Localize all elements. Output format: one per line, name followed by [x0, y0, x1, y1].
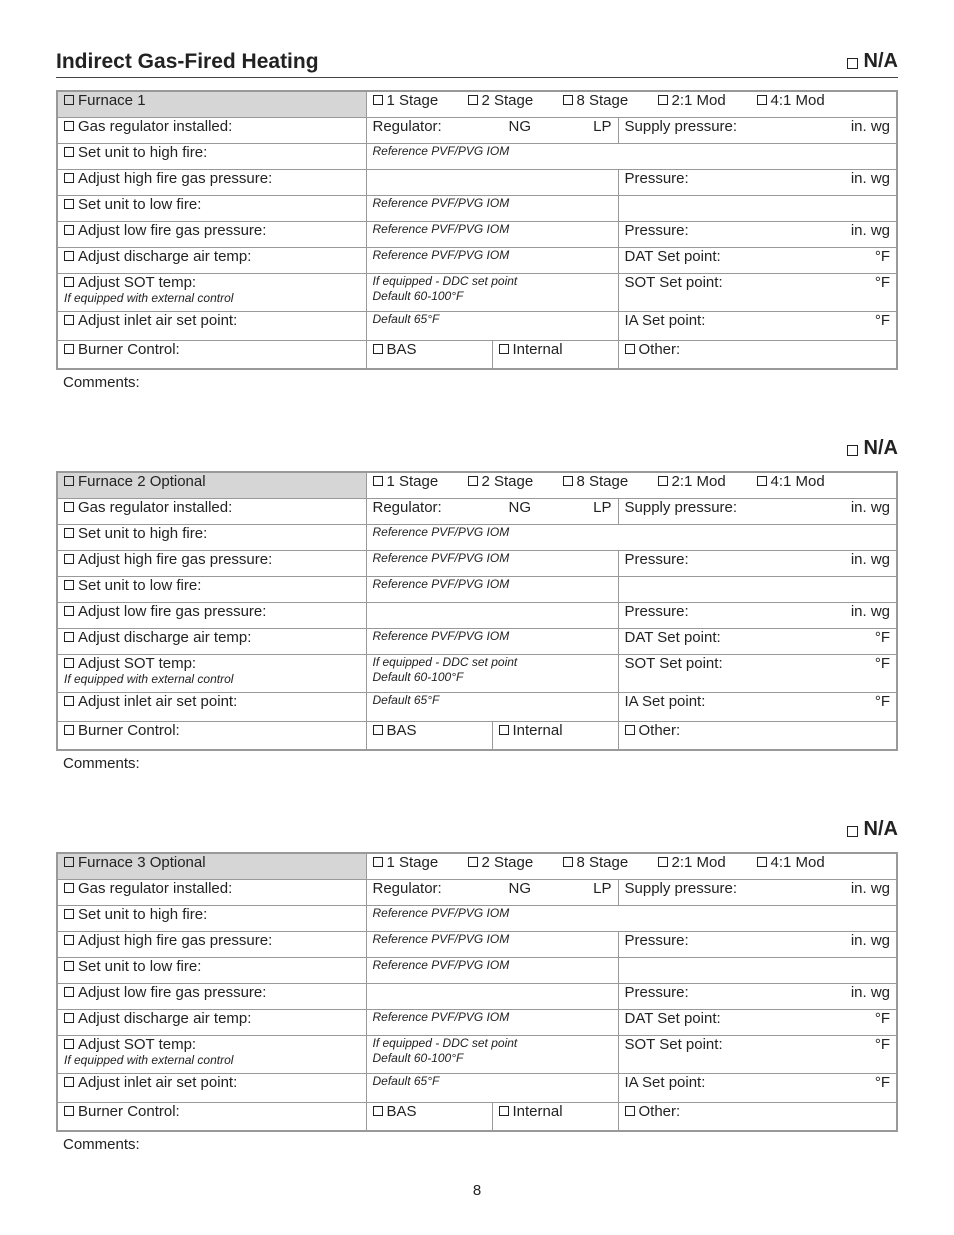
checkbox-icon[interactable]	[373, 476, 383, 486]
checkbox-icon[interactable]	[625, 725, 635, 735]
page-title: Indirect Gas-Fired Heating	[56, 50, 319, 73]
bas-label: BAS	[386, 721, 417, 739]
furnace-name: Furnace 1	[78, 92, 146, 109]
stage-option[interactable]	[563, 473, 658, 490]
furnace-section-2	[56, 471, 898, 772]
page-number: 8	[472, 1182, 482, 1199]
checkbox-icon[interactable]	[64, 251, 74, 261]
reference-note: Reference PVF/PVG IOM	[372, 550, 510, 565]
lp-label[interactable]: LP	[593, 498, 612, 516]
reference-note: Reference PVF/PVG IOM	[372, 221, 510, 236]
reference-note: Reference PVF/PVG IOM	[372, 1009, 510, 1024]
comments-label[interactable]: Comments:	[63, 374, 140, 391]
value-label: IA Set point:	[624, 1073, 706, 1091]
value-label: Pressure:	[624, 221, 689, 239]
row-label: Set unit to low fire:	[78, 195, 202, 213]
unit-label: in. wg	[850, 169, 890, 187]
value-label: Pressure:	[624, 602, 689, 620]
value-label: Supply pressure:	[624, 498, 738, 516]
row-label: Adjust discharge air temp:	[78, 628, 252, 646]
checkbox-icon[interactable]	[64, 1013, 74, 1023]
unit-label: in. wg	[850, 221, 890, 239]
default-range-note: Default 60-100°F	[372, 288, 464, 303]
row-label: Set unit to high fire:	[78, 143, 208, 161]
checkbox-icon[interactable]	[563, 95, 573, 105]
value-label: DAT Set point:	[624, 1009, 721, 1027]
table-row	[57, 957, 897, 983]
lp-label[interactable]: LP	[593, 879, 612, 897]
reference-note: Reference PVF/PVG IOM	[372, 905, 510, 920]
table-row	[57, 983, 897, 1009]
stage-option[interactable]	[468, 854, 563, 871]
furnace-name-cell[interactable]	[57, 472, 366, 498]
checkbox-icon[interactable]	[658, 857, 668, 867]
furnace-name-cell[interactable]	[57, 853, 366, 879]
default-range-note: Default 60-100°F	[372, 1050, 464, 1065]
regulator-label: Regulator:	[372, 117, 442, 135]
table-row	[57, 1102, 897, 1131]
table-row	[57, 602, 897, 628]
row-label: Set unit to low fire:	[78, 957, 202, 975]
other-label: Other:	[638, 340, 681, 358]
table-row	[57, 221, 897, 247]
table-row	[57, 550, 897, 576]
value-label: IA Set point:	[624, 692, 706, 710]
checkbox-icon[interactable]	[468, 857, 478, 867]
table-row	[57, 654, 897, 692]
table-row	[57, 273, 897, 311]
checkbox-icon[interactable]	[64, 476, 74, 486]
checkbox-icon[interactable]	[658, 95, 668, 105]
stage-option[interactable]	[373, 473, 468, 490]
stage-option[interactable]	[757, 473, 837, 490]
furnace-section-3	[56, 852, 898, 1153]
checkbox-icon[interactable]	[847, 445, 858, 456]
checkbox-icon[interactable]	[64, 1106, 74, 1116]
furnace-name: Furnace 3 Optional	[78, 854, 206, 871]
unit-label: °F	[874, 1073, 890, 1091]
table-row	[57, 143, 897, 169]
sot-note: If equipped with external control	[64, 671, 234, 686]
checkbox-icon[interactable]	[64, 935, 74, 945]
row-label: Adjust low fire gas pressure:	[78, 983, 267, 1001]
unit-label: °F	[874, 628, 890, 646]
value-label: SOT Set point:	[624, 273, 723, 291]
stage-label: 2:1 Mod	[671, 854, 726, 871]
stage-label: 2 Stage	[481, 854, 534, 871]
table-row	[57, 472, 897, 498]
checkbox-icon[interactable]	[757, 857, 767, 867]
stage-label: 8 Stage	[576, 92, 629, 109]
table-row	[57, 498, 897, 524]
checkbox-icon[interactable]	[64, 528, 74, 538]
checkbox-icon[interactable]	[64, 696, 74, 706]
row-label: Adjust SOT temp:	[78, 1035, 197, 1053]
value-label: SOT Set point:	[624, 654, 723, 672]
reference-note: Reference PVF/PVG IOM	[372, 576, 510, 591]
unit-label: °F	[874, 273, 890, 291]
furnace-checklist-table	[56, 90, 898, 370]
furnace-name-cell[interactable]	[57, 91, 366, 117]
na-checkbox-furnace-3[interactable]: N/A	[847, 818, 898, 841]
table-row	[57, 905, 897, 931]
regulator-label: Regulator:	[372, 879, 442, 897]
reference-note: Reference PVF/PVG IOM	[372, 195, 510, 210]
stage-option[interactable]	[658, 92, 757, 109]
checkbox-icon[interactable]	[64, 857, 74, 867]
checkbox-icon[interactable]	[64, 554, 74, 564]
checkbox-icon[interactable]	[64, 147, 74, 157]
table-row	[57, 311, 897, 340]
row-label: Set unit to high fire:	[78, 905, 208, 923]
checkbox-icon[interactable]	[499, 725, 509, 735]
internal-label: Internal	[512, 1102, 563, 1120]
ng-label[interactable]: NG	[508, 879, 531, 897]
row-label: Adjust SOT temp:	[78, 654, 197, 672]
comments-label[interactable]: Comments:	[63, 755, 140, 772]
unit-label: in. wg	[850, 550, 890, 568]
internal-option[interactable]	[492, 340, 618, 369]
checkbox-icon[interactable]	[563, 476, 573, 486]
value-label: Pressure:	[624, 983, 689, 1001]
table-row	[57, 169, 897, 195]
stage-options	[366, 853, 897, 879]
unit-label: in. wg	[850, 602, 890, 620]
reference-note: Reference PVF/PVG IOM	[372, 247, 510, 262]
unit-label: °F	[874, 247, 890, 265]
internal-option[interactable]	[492, 1102, 618, 1131]
row-label: Adjust high fire gas pressure:	[78, 550, 273, 568]
unit-label: in. wg	[850, 498, 890, 516]
value-label: SOT Set point:	[624, 1035, 723, 1053]
table-row	[57, 1009, 897, 1035]
checkbox-icon[interactable]	[64, 277, 74, 287]
unit-label: °F	[874, 692, 890, 710]
row-label: Adjust SOT temp:	[78, 273, 197, 291]
internal-label: Internal	[512, 340, 563, 358]
regulator-label: Regulator:	[372, 498, 442, 516]
unit-label: °F	[874, 311, 890, 329]
row-label: Burner Control:	[78, 1102, 180, 1120]
checkbox-icon[interactable]	[373, 725, 383, 735]
stage-label: 2:1 Mod	[671, 92, 726, 109]
unit-label: in. wg	[850, 117, 890, 135]
checkbox-icon[interactable]	[64, 315, 74, 325]
stage-options	[366, 91, 897, 117]
row-label: Burner Control:	[78, 721, 180, 739]
stage-option[interactable]	[563, 92, 658, 109]
other-label: Other:	[638, 1102, 681, 1120]
ddc-note: If equipped - DDC set point	[372, 1035, 518, 1050]
row-label: Gas regulator installed:	[78, 879, 233, 897]
checkbox-icon[interactable]	[64, 606, 74, 616]
checkbox-icon[interactable]	[64, 883, 74, 893]
checkbox-icon[interactable]	[499, 1106, 509, 1116]
table-row	[57, 931, 897, 957]
table-row	[57, 117, 897, 143]
bas-label: BAS	[386, 1102, 417, 1120]
internal-label: Internal	[512, 721, 563, 739]
stage-label: 8 Stage	[576, 473, 629, 490]
checkbox-icon[interactable]	[64, 658, 74, 668]
default-65-note: Default 65°F	[372, 1073, 440, 1088]
table-row	[57, 576, 897, 602]
stage-option[interactable]	[373, 92, 468, 109]
sot-note: If equipped with external control	[64, 290, 234, 305]
checkbox-icon[interactable]	[468, 476, 478, 486]
row-label: Gas regulator installed:	[78, 498, 233, 516]
checkbox-icon[interactable]	[64, 199, 74, 209]
unit-label: in. wg	[850, 931, 890, 949]
stage-label: 4:1 Mod	[770, 854, 825, 871]
stage-option[interactable]	[468, 92, 563, 109]
stage-label: 4:1 Mod	[770, 473, 825, 490]
furnace-checklist-table	[56, 471, 898, 751]
table-row	[57, 853, 897, 879]
stage-label: 1 Stage	[386, 473, 439, 490]
value-label: IA Set point:	[624, 311, 706, 329]
row-label: Adjust inlet air set point:	[78, 692, 238, 710]
bas-option[interactable]	[366, 340, 492, 369]
furnace-name: Furnace 2 Optional	[78, 473, 206, 490]
checkbox-icon[interactable]	[625, 1106, 635, 1116]
bas-option[interactable]	[366, 721, 492, 750]
na-checkbox-section[interactable]: N/A	[847, 50, 898, 73]
other-option[interactable]	[618, 721, 897, 750]
unit-label: °F	[874, 1009, 890, 1027]
checkbox-icon[interactable]	[64, 121, 74, 131]
checkbox-icon[interactable]	[64, 344, 74, 354]
lp-label[interactable]: LP	[593, 117, 612, 135]
stage-label: 2 Stage	[481, 473, 534, 490]
value-label: DAT Set point:	[624, 247, 721, 265]
row-label: Adjust discharge air temp:	[78, 1009, 252, 1027]
row-label: Adjust low fire gas pressure:	[78, 602, 267, 620]
checkbox-icon[interactable]	[64, 961, 74, 971]
table-row	[57, 628, 897, 654]
reference-note: Reference PVF/PVG IOM	[372, 957, 510, 972]
stage-option[interactable]	[563, 854, 658, 871]
table-row	[57, 524, 897, 550]
stage-label: 2 Stage	[481, 92, 534, 109]
checkbox-icon[interactable]	[757, 95, 767, 105]
table-row	[57, 692, 897, 721]
default-65-note: Default 65°F	[372, 311, 440, 326]
bas-label: BAS	[386, 340, 417, 358]
other-option[interactable]	[618, 1102, 897, 1131]
checkbox-icon[interactable]	[373, 1106, 383, 1116]
ddc-note: If equipped - DDC set point	[372, 654, 518, 669]
table-row	[57, 340, 897, 369]
row-label: Adjust high fire gas pressure:	[78, 169, 273, 187]
ddc-note: If equipped - DDC set point	[372, 273, 518, 288]
checkbox-icon[interactable]	[64, 909, 74, 919]
stage-label: 1 Stage	[386, 854, 439, 871]
reference-note: Reference PVF/PVG IOM	[372, 628, 510, 643]
stage-option[interactable]	[373, 854, 468, 871]
checkbox-icon[interactable]	[625, 344, 635, 354]
checkbox-icon[interactable]	[64, 987, 74, 997]
checkbox-icon[interactable]	[64, 632, 74, 642]
table-row	[57, 1035, 897, 1073]
checkbox-icon[interactable]	[64, 725, 74, 735]
default-65-note: Default 65°F	[372, 692, 440, 707]
ng-label[interactable]: NG	[508, 498, 531, 516]
checkbox-icon[interactable]	[64, 95, 74, 105]
row-label: Gas regulator installed:	[78, 117, 233, 135]
stage-options	[366, 472, 897, 498]
stage-option[interactable]	[757, 92, 837, 109]
other-label: Other:	[638, 721, 681, 739]
checkbox-icon[interactable]	[499, 344, 509, 354]
stage-option[interactable]	[658, 473, 757, 490]
row-label: Adjust inlet air set point:	[78, 311, 238, 329]
checkbox-icon[interactable]	[64, 502, 74, 512]
table-row	[57, 721, 897, 750]
value-label: Supply pressure:	[624, 117, 738, 135]
row-label: Adjust high fire gas pressure:	[78, 931, 273, 949]
row-label: Set unit to high fire:	[78, 524, 208, 542]
reference-note: Reference PVF/PVG IOM	[372, 143, 510, 158]
stage-label: 4:1 Mod	[770, 92, 825, 109]
checkbox-icon[interactable]	[468, 95, 478, 105]
value-label: Pressure:	[624, 550, 689, 568]
default-range-note: Default 60-100°F	[372, 669, 464, 684]
table-row	[57, 247, 897, 273]
row-label: Set unit to low fire:	[78, 576, 202, 594]
value-label: Pressure:	[624, 931, 689, 949]
unit-label: in. wg	[850, 983, 890, 1001]
ng-label[interactable]: NG	[508, 117, 531, 135]
bas-option[interactable]	[366, 1102, 492, 1131]
furnace-checklist-table	[56, 852, 898, 1132]
stage-label: 2:1 Mod	[671, 473, 726, 490]
unit-label: °F	[874, 654, 890, 672]
unit-label: in. wg	[850, 879, 890, 897]
reference-note: Reference PVF/PVG IOM	[372, 524, 510, 539]
na-checkbox-furnace-2[interactable]: N/A	[847, 437, 898, 460]
checkbox-icon[interactable]	[658, 476, 668, 486]
title-rule	[56, 77, 898, 78]
furnace-section-1	[56, 90, 898, 391]
checkbox-icon[interactable]	[563, 857, 573, 867]
checkbox-icon[interactable]	[64, 173, 74, 183]
other-option[interactable]	[618, 340, 897, 369]
checkbox-icon[interactable]	[64, 225, 74, 235]
checkbox-icon[interactable]	[64, 580, 74, 590]
checkbox-icon[interactable]	[847, 826, 858, 837]
value-label: Pressure:	[624, 169, 689, 187]
checkbox-icon[interactable]	[373, 857, 383, 867]
unit-label: °F	[874, 1035, 890, 1053]
checkbox-icon[interactable]	[64, 1077, 74, 1087]
checkbox-icon[interactable]	[847, 58, 858, 69]
sot-note: If equipped with external control	[64, 1052, 234, 1067]
table-row	[57, 195, 897, 221]
reference-note: Reference PVF/PVG IOM	[372, 931, 510, 946]
row-label: Adjust low fire gas pressure:	[78, 221, 267, 239]
stage-label: 1 Stage	[386, 92, 439, 109]
row-label: Adjust discharge air temp:	[78, 247, 252, 265]
checkbox-icon[interactable]	[757, 476, 767, 486]
stage-label: 8 Stage	[576, 854, 629, 871]
stage-option[interactable]	[757, 854, 837, 871]
table-row	[57, 1073, 897, 1102]
value-label: DAT Set point:	[624, 628, 721, 646]
row-label: Adjust inlet air set point:	[78, 1073, 238, 1091]
stage-option[interactable]	[468, 473, 563, 490]
checkbox-icon[interactable]	[373, 344, 383, 354]
table-row	[57, 879, 897, 905]
checkbox-icon[interactable]	[373, 95, 383, 105]
internal-option[interactable]	[492, 721, 618, 750]
checkbox-icon[interactable]	[64, 1039, 74, 1049]
value-label: Supply pressure:	[624, 879, 738, 897]
comments-label[interactable]: Comments:	[63, 1136, 140, 1153]
row-label: Burner Control:	[78, 340, 180, 358]
table-row	[57, 91, 897, 117]
stage-option[interactable]	[658, 854, 757, 871]
